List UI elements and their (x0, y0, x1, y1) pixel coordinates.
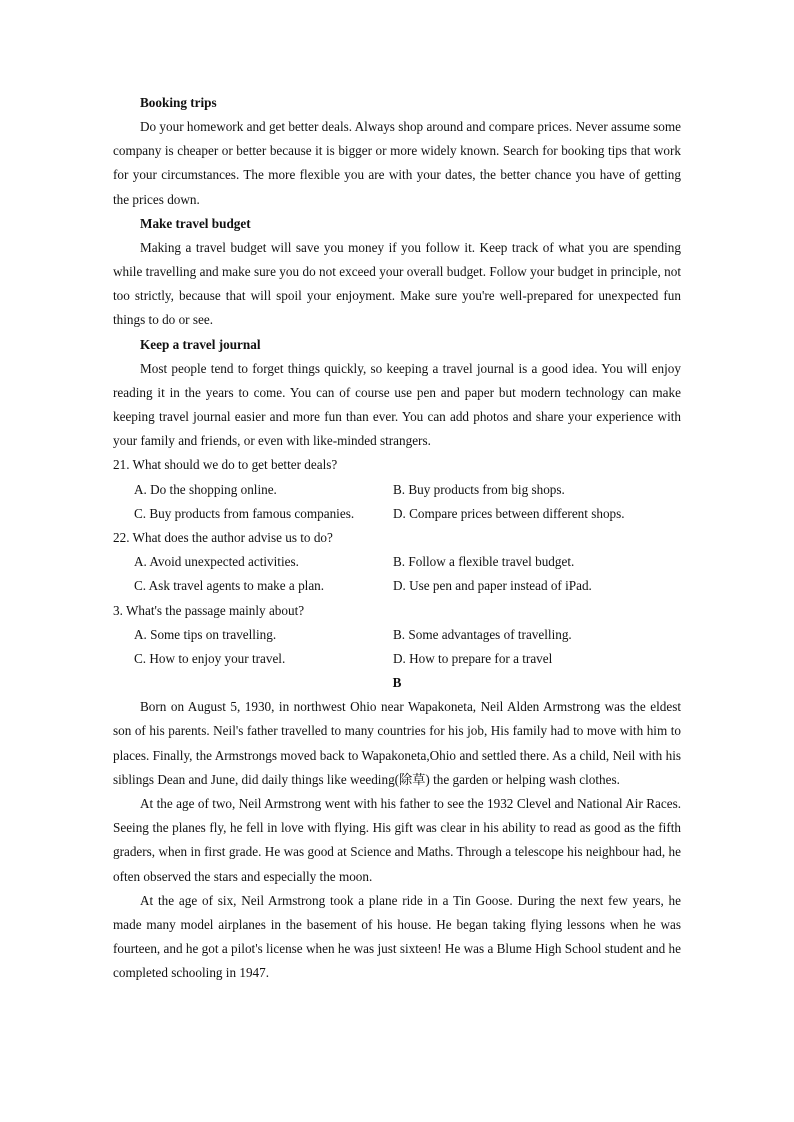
part-b-label: B (392, 675, 402, 691)
section-paragraph: Most people tend to forget things quickly, so keeping a travel journal is a good idea. You will enjoy reading it in the years to come. You can of course use pen and paper but modern technology can make keeping travel journal easier and more fun than ever. You can add photos and share your experience with your family and friends, or even with like-minded strangers. (113, 360, 681, 449)
passage-paragraph: At the age of six, Neil Armstrong took a plane ride in a Tin Goose. During the next few years, he made many model airplanes in the basement of his house. He began taking flying lessons when he was fourteen, and he got a pilot's license when he was just sixteen! He was a Blume High School student and he completed schooling in 1947. (113, 892, 681, 981)
option-row (113, 550, 681, 574)
option-a: A. Do the shopping online. (134, 481, 277, 497)
question-stem: 22. What does the author advise us to do? (113, 530, 333, 545)
document-content (113, 91, 681, 986)
option-b: B. Buy products from big shops. (393, 481, 565, 497)
option-d: D. How to prepare for a travel (393, 650, 553, 666)
part-b-passage (113, 695, 681, 985)
section-paragraph: Do your homework and get better deals. Always shop around and compare prices. Never assume some company is cheaper or better because it is bigger or more widely known. Search for booking tips that work for your circumstances. The more flexible you are with your dates, the better chance you have of getting the prices down. (113, 119, 681, 207)
section-travel-budget (113, 212, 681, 333)
option-row (113, 502, 681, 526)
section-paragraph: Making a travel budget will save you money if you follow it. Keep track of what you are spending while travelling and make sure you do not exceed your overall budget. Follow your budget in principle, not too strictly, because that will spoil your enjoyment. Make sure you're well-prepared for unexpected fun things to do or see. (113, 239, 681, 328)
option-a: A. Some tips on travelling. (134, 626, 277, 642)
option-row (113, 478, 681, 502)
option-d: D. Compare prices between different shops. (393, 505, 625, 521)
option-row (113, 623, 681, 647)
option-row (113, 647, 681, 671)
option-c: C. How to enjoy your travel. (134, 650, 286, 666)
question-21 (113, 453, 681, 526)
question-22 (113, 526, 681, 599)
option-c: C. Buy products from famous companies. (134, 505, 355, 521)
option-d: D. Use pen and paper instead of iPad. (393, 578, 592, 594)
section-heading: Booking trips (140, 95, 217, 110)
question-stem: 21. What should we do to get better deals? (113, 457, 338, 473)
section-heading: Keep a travel journal (140, 336, 261, 352)
option-row (113, 574, 681, 598)
option-b: B. Some advantages of travelling. (393, 626, 572, 642)
passage-paragraph: Born on August 5, 1930, in northwest Ohio near Wapakoneta, Neil Alden Armstrong was the eldest son of his parents. Neil's father travelled to many countries for his job, His family had to move with him to places. Finally, the Armstrongs moved back to Wapakoneta,Ohio and settled there. As a child, Neil with his siblings Dean and June, did daily things like weeding(除草) the garden or helping wash clothes. (113, 699, 681, 787)
section-travel-journal (113, 333, 681, 454)
question-stem: 3. What's the passage mainly about? (113, 602, 305, 618)
section-heading: Make travel budget (140, 215, 251, 231)
section-booking-trips (113, 91, 681, 212)
question-3 (113, 599, 681, 672)
passage-paragraph: At the age of two, Neil Armstrong went with his father to see the 1932 Clevel and National Air Races. Seeing the planes fly, he fell in love with flying. His gift was clear in his ability to read as good as the fifth graders, when in first grade. He was good at Science and Maths. Through a telescope his neighbour had, he often observed the stars and especially the moon. (113, 795, 681, 884)
option-a: A. Avoid unexpected activities. (134, 554, 299, 570)
option-c: C. Ask travel agents to make a plan. (134, 578, 325, 594)
option-b: B. Follow a flexible travel budget. (393, 554, 575, 570)
